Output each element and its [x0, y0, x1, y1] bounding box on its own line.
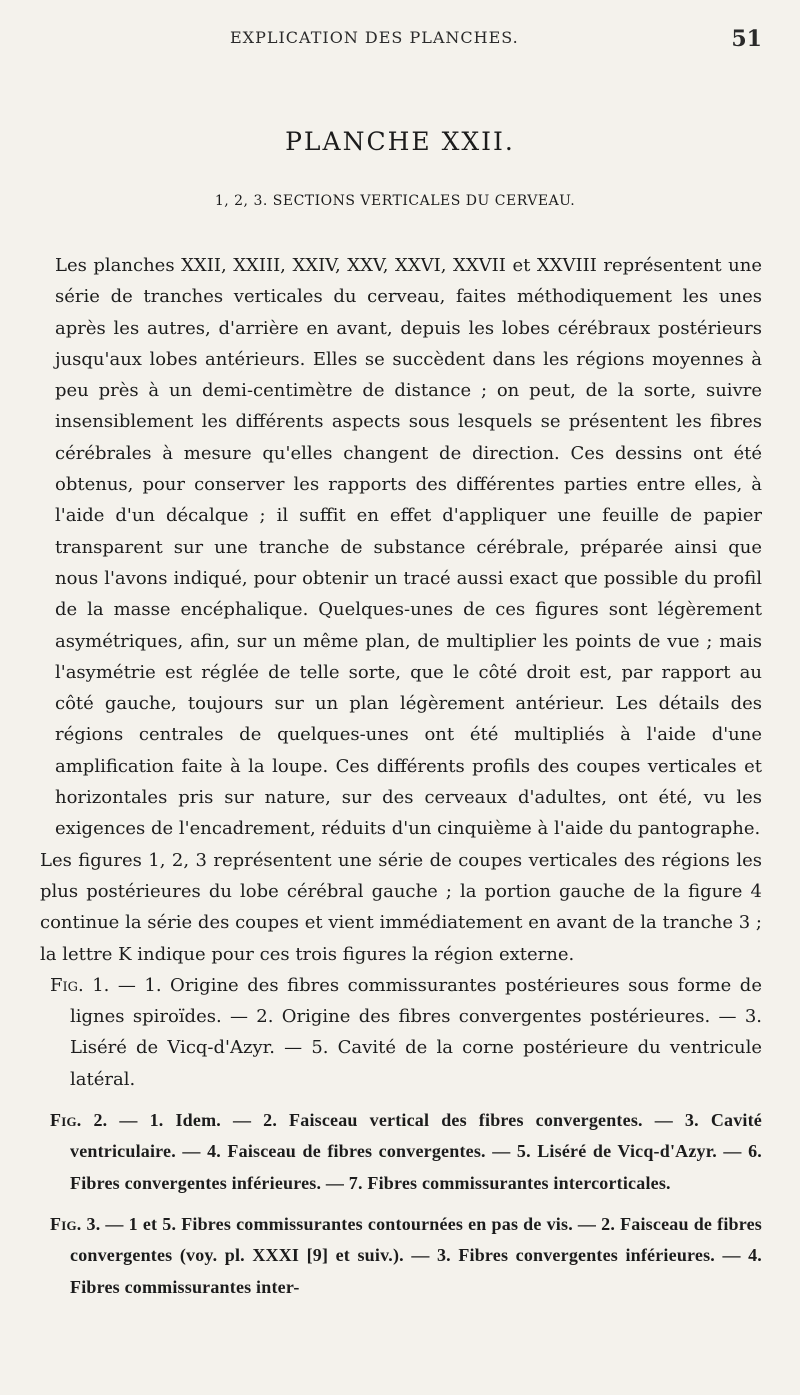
figure-caption-1: [50, 970, 762, 1095]
figure-label: Fig. 3.: [50, 1213, 101, 1234]
figure-text: — 1 et 5. Fibres commissurantes contournées en pas de vis. — 2. Faisceau de fibres convergentes (voy. pl. XXXI [9] et suiv.). — 3. Fibres convergentes inférieures. — 4. Fibres commissurantes inter-: [70, 1213, 762, 1297]
plate-title: PLANCHE XXII.: [285, 127, 515, 156]
intro-paragraph: Les planches XXII, XXIII, XXIV, XXV, XXVI, XXVII et XXVIII représentent une série de tranches verticales du cerveau, faites méthodiquement les unes après les autres, d'arrière en avant, depuis les lobes cérébraux postérieurs jusqu'aux lobes antérieurs. Elles se succèdent dans les régions moyennes à peu près à un demi-centimètre de distance ; on peut, de la sorte, suivre insensiblement les différents aspects sous lesquels se présentent les fibres cérébrales à mesure qu'elles changent de direction. Ces dessins ont été obtenus, pour conserver les rapports des différentes parties entre elles, à l'aide d'un décalque ; il suffit en effet d'appliquer une feuille de papier transparent sur une tranche de substance cérébrale, préparée ainsi que nous l'avons indiqué, pour obtenir un tracé aussi exact que possible du profil de la masse encéphalique. Quelques-unes de ces figures sont légèrement asymétriques, afin, sur un même plan, de multiplier les points de vue ; mais l'asymétrie est réglée de telle sorte, que le côté droit est, par rapport au côté gauche, toujours sur un plan légèrement antérieur. Les détails des régions centrales de quelques-unes ont été multipliés à l'aide d'une amplification faite à la loupe. Ces différents profils des coupes verticales et horizontales pris sur nature, sur des cerveaux d'adultes, ont été, vu les exigences de l'encadrement, réduits d'un cinquième à l'aide du pantographe.: [55, 255, 762, 840]
running-title: EXPLICATION DES PLANCHES.: [230, 28, 519, 47]
figure-text: — 1. Origine des fibres commissurantes postérieures sous forme de lignes spiroïdes. — 2. Origine des fibres convergentes postérieures. — 3. Liséré de Vicq-d'Azyr. — 5. Cavité de la corne postérieure du ventricule latéral.: [70, 974, 762, 1090]
body-text: [40, 250, 762, 1313]
figure-caption-2: [50, 1105, 762, 1199]
plate-subtitle: 1, 2, 3. SECTIONS VERTICALES DU CERVEAU.: [214, 193, 576, 209]
figure-text: — 1. Idem. — 2. Faisceau vertical des fibres convergentes. — 3. Cavité ventriculaire. — 4. Faisceau de fibres convergentes. — 5. Liséré de Vicq-d'Azyr. — 6. Fibres convergentes inférieures. — 7. Fibres commissurantes intercorticales.: [70, 1110, 762, 1193]
figures-paragraph: Les figures 1, 2, 3 représentent une série de coupes verticales des régions les plus postérieures du lobe cérébral gauche ; la portion gauche de la figure 4 continue la série des coupes et vient immédiatement en avant de la tranche 3 ; la lettre K indique pour ces trois figures la région externe.: [40, 849, 762, 965]
page-number: 51: [731, 26, 762, 52]
figure-caption-3: [50, 1209, 762, 1303]
figure-label: Fig. 2.: [50, 1110, 108, 1131]
figure-label: Fig. 1.: [50, 974, 110, 996]
